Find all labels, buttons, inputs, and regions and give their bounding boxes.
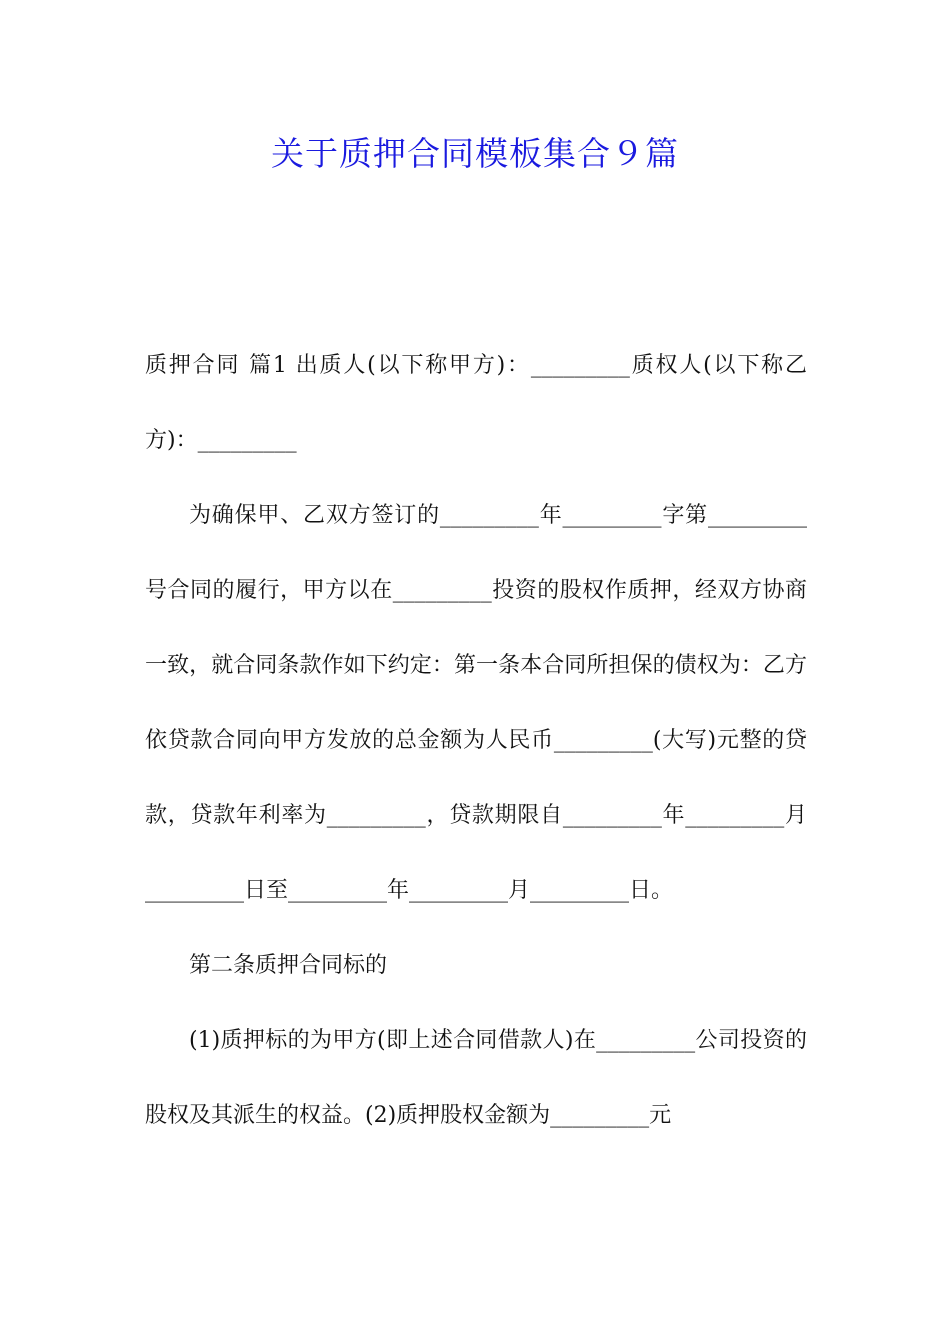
document-title: 关于质押合同模板集合９篇 bbox=[271, 134, 679, 173]
document-body bbox=[145, 328, 807, 1153]
paragraph-article-1: 为确保甲、乙双方签订的_________年_________字第_________号合同的履行，甲方以在_________投资的股权作质押，经双方协商一致，就合同条款作如下约定：第一条本合同所担保的债权为：乙方依贷款合同向甲方发放的总金额为人民币_________(大写)元整的贷款，贷款年利率为_________，贷款期限自_________年_________月_________日至_________年_________月_________日。 bbox=[145, 503, 807, 903]
paragraph-header: 质押合同 篇1 出质人(以下称甲方)：_________质权人(以下称乙方)：_________ bbox=[145, 353, 807, 453]
paragraph-article-2-heading: 第二条质押合同标的 bbox=[189, 953, 388, 978]
paragraph-article-2-items: (1)质押标的为甲方(即上述合同借款人)在_________公司投资的股权及其派生的权益。(2)质押股权金额为_________元 bbox=[145, 1028, 807, 1128]
